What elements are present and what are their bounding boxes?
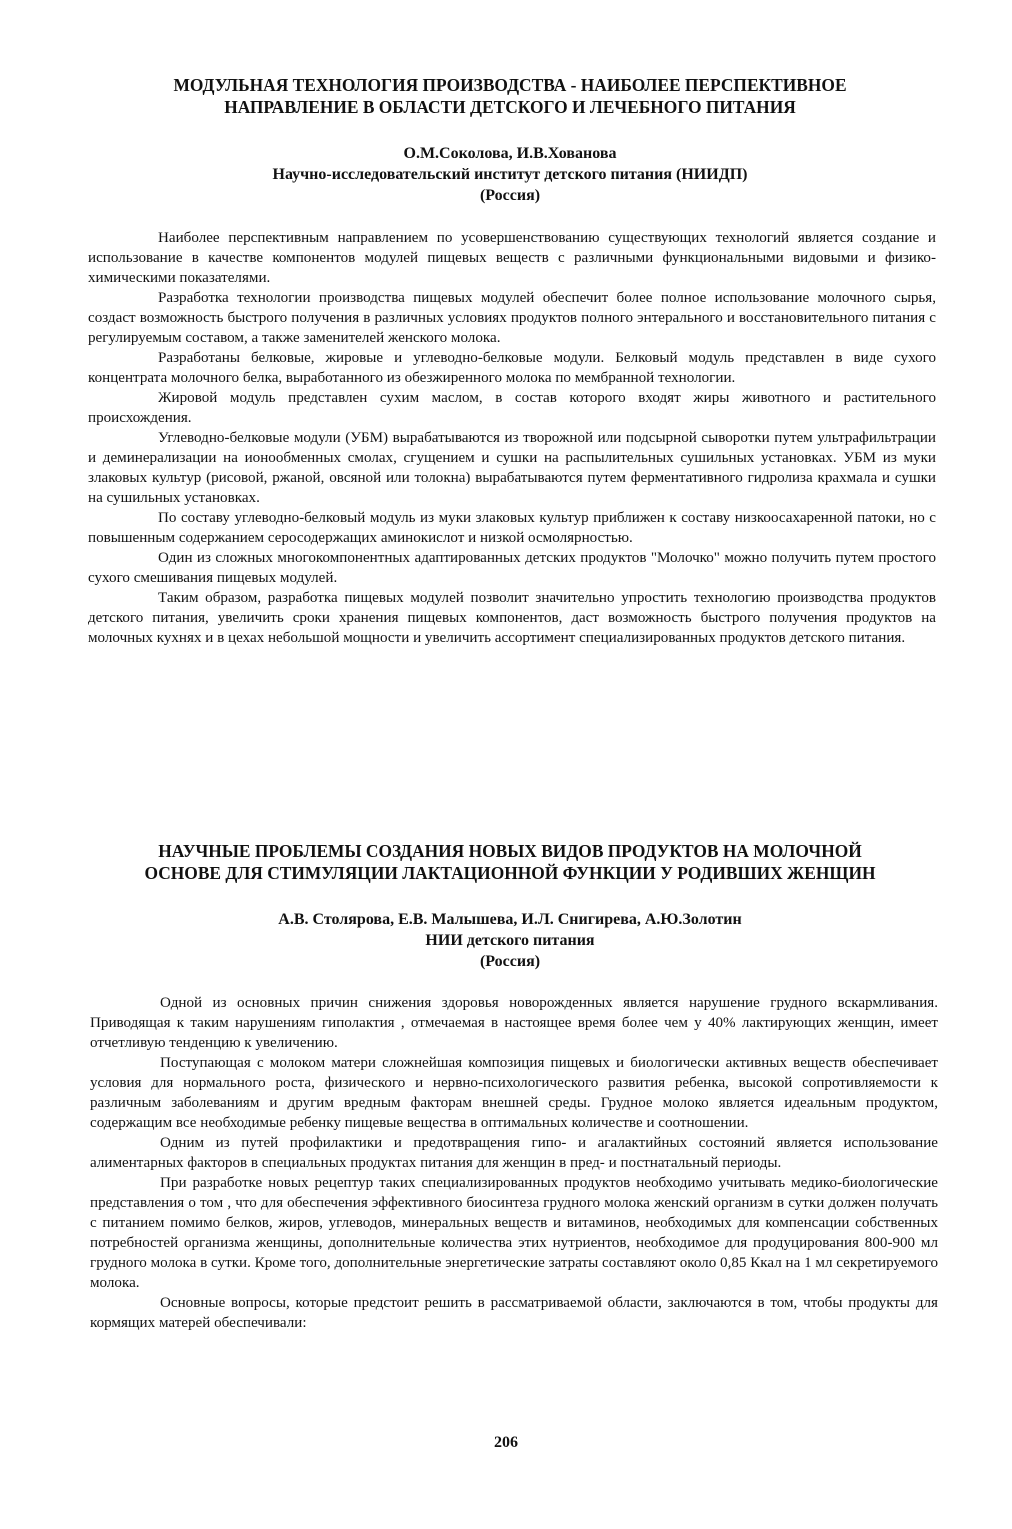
article2-authors: А.В. Столярова, Е.В. Малышева, И.Л. Снигирева, А.Ю.Золотин	[278, 911, 742, 928]
article2-body	[90, 993, 938, 1333]
article2-paragraph: Основные вопросы, которые предстоит решить в рассматриваемой области, заключаются в том, чтобы продукты для кормящих матерей обеспечивали:	[90, 1295, 938, 1331]
article1-paragraph: Разработаны белковые, жировые и углеводно-белковые модули. Белковый модуль представлен в виде сухого концентрата молочного белка, выработанного из обезжиренного молока по мембранной технологии.	[88, 350, 936, 386]
article1-paragraph: Один из сложных многокомпонентных адаптированных детских продуктов "Молочко" можно получить путем простого сухого смешивания пищевых модулей.	[88, 550, 936, 586]
page-number: 206	[494, 1434, 518, 1451]
article2-institution: НИИ детского питания	[425, 932, 595, 949]
article2-title	[70, 840, 950, 884]
article2-paragraph: При разработке новых рецептур таких специализированных продуктов необходимо учитывать медико-биологические представления о том , что для обеспечения эффективного биосинтеза грудного молока женский организм в сутки должен получать с питанием помимо белков, жиров, углеводов, минеральных веществ и витаминов, необходимых для компенсации собственных потребностей организма женщины, дополнительные количества этих нутриентов, необходимое для продуцирования 800-900 мл грудного молока в сутки. Кроме того, дополнительные энергетические затраты составляют около 0,85 Ккал на 1 мл секретируемого молока.	[90, 1175, 938, 1291]
article2-paragraph: Поступающая с молоком матери сложнейшая композиция пищевых и биологически активных веществ обеспечивает условия для нормального роста, физического и нервно-психологического развития ребенка, высокой сопротивляемости к различным заболеваниям и другим вредным факторам внешней среды. Грудное молоко является идеальным продуктом, содержащим все необходимые ребенку пищевые вещества в оптимальных количестве и соотношении.	[90, 1055, 938, 1131]
article1-title-line2: НАПРАВЛЕНИЕ В ОБЛАСТИ ДЕТСКОГО И ЛЕЧЕБНОГО ПИТАНИЯ	[224, 97, 796, 117]
article2-byline	[70, 909, 950, 972]
article1-title-line1: МОДУЛЬНАЯ ТЕХНОЛОГИЯ ПРОИЗВОДСТВА - НАИБОЛЕЕ ПЕРСПЕКТИВНОЕ	[173, 75, 847, 95]
article2-title-line2: ОСНОВЕ ДЛЯ СТИМУЛЯЦИИ ЛАКТАЦИОННОЙ ФУНКЦИИ У РОДИВШИХ ЖЕНЩИН	[144, 863, 876, 883]
article1-title	[70, 74, 950, 118]
article2-country: (Россия)	[479, 953, 541, 970]
article2-paragraph: Одним из путей профилактики и предотвращения гипо- и агалактийных состояний является использование алиментарных факторов в специальных продуктах питания для женщин в пред- и постнатальный периоды.	[90, 1135, 938, 1171]
article1-paragraph: Разработка технологии производства пищевых модулей обеспечит более полное использование молочного сырья, создаст возможность быстрого получения в различных условиях продуктов полного энтерального и восстановительного питания с регулируемым составом, а также заменителей женского молока.	[88, 290, 936, 346]
article2-title-line1: НАУЧНЫЕ ПРОБЛЕМЫ СОЗДАНИЯ НОВЫХ ВИДОВ ПРОДУКТОВ НА МОЛОЧНОЙ	[158, 841, 862, 861]
article1-byline	[70, 143, 950, 206]
article2-paragraph: Одной из основных причин снижения здоровья новорожденных является нарушение грудного вскармливания. Приводящая к таким нарушениям гиполактия , отмечаемая в настоящее время более чем у 40% лактирующих женщин, имеет отчетливую тенденцию к увеличению.	[90, 995, 938, 1051]
article1-country: (Россия)	[479, 187, 541, 204]
article1-body	[88, 228, 936, 648]
article1-institution: Научно-исследовательский институт детского питания (НИИДП)	[272, 166, 748, 183]
article1-paragraph: Жировой модуль представлен сухим маслом, в состав которого входят жиры животного и растительного происхождения.	[88, 390, 936, 426]
article1-paragraph: Наиболее перспективным направлением по усовершенствованию существующих технологий является создание и использование в качестве компонентов модулей пищевых веществ с различными функциональными видовыми и физико-химическими показателями.	[88, 230, 936, 286]
article1-paragraph: Углеводно-белковые модули (УБМ) вырабатываются из творожной или подсырной сыворотки путем ультрафильтрации и деминерализации на ионообменных смолах, сгущением и сушки на распылительных сушильных установках. УБМ из муки злаковых культур (рисовой, ржаной, овсяной или толокна) вырабатываются путем ферментативного гидролиза крахмала и сушки на сушильных установках.	[88, 430, 936, 506]
article1-paragraph: По составу углеводно-белковый модуль из муки злаковых культур приближен к составу низкоосахаренной патоки, но с повышенным содержанием серосодержащих аминокислот и низкой осмолярностью.	[88, 510, 936, 546]
article1-paragraph: Таким образом, разработка пищевых модулей позволит значительно упростить технологию производства продуктов детского питания, увеличить сроки хранения пищевых компонентов, даст возможность быстрого получения продуктов на молочных кухнях и в цехах небольшой мощности и увеличить ассортимент специализированных продуктов детского питания.	[88, 590, 936, 646]
article1-authors: О.М.Соколова, И.В.Хованова	[403, 145, 617, 162]
